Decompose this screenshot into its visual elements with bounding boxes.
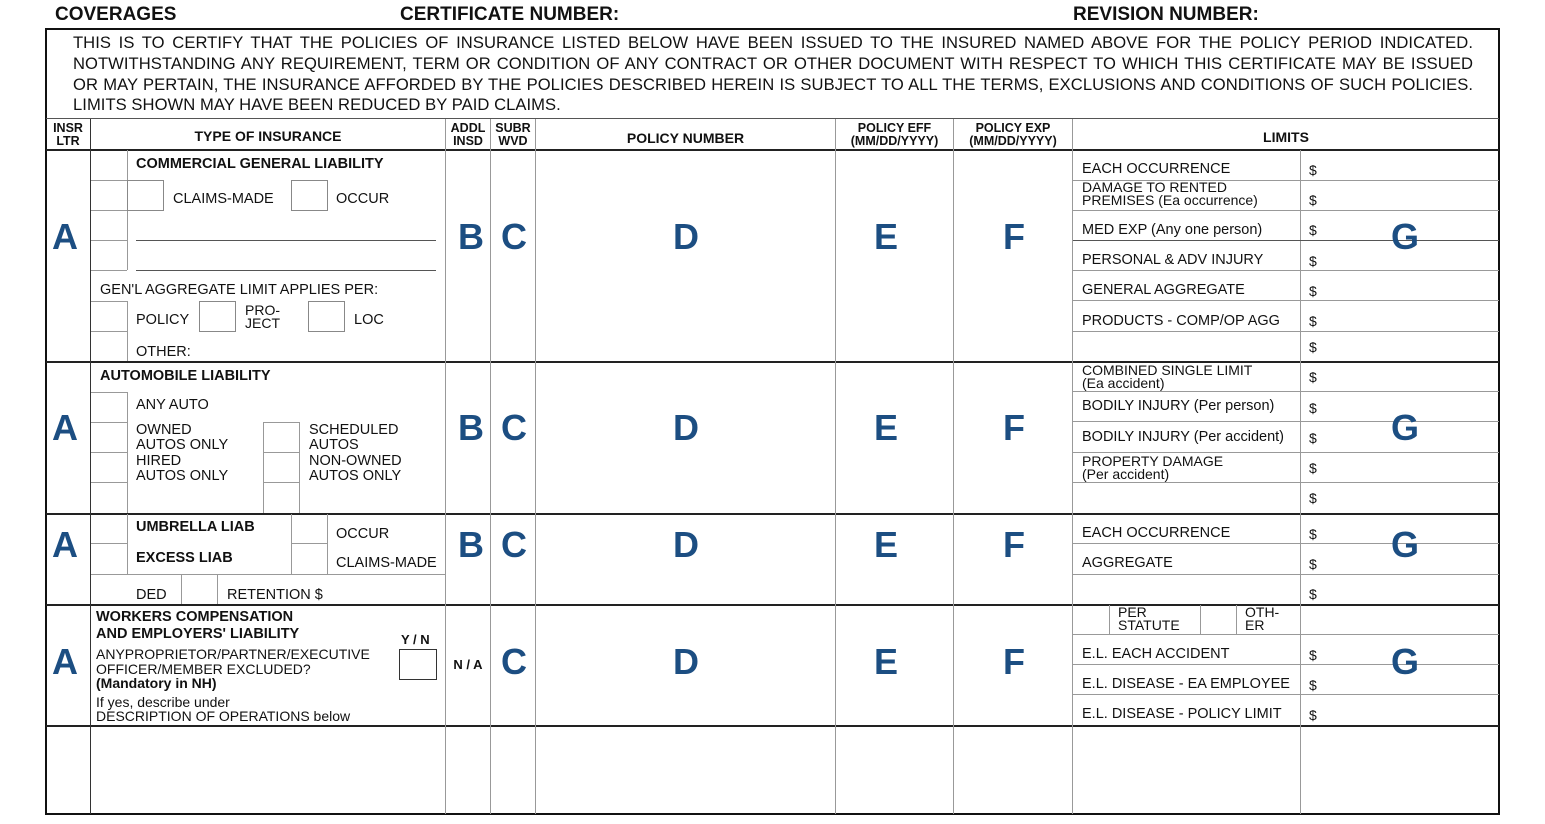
loc-checkbox[interactable] xyxy=(308,301,345,332)
cgl-title: COMMERCIAL GENERAL LIABILITY xyxy=(136,156,384,172)
limit-el-each-accident-label: E.L. EACH ACCIDENT xyxy=(1082,646,1230,662)
label-line: PER xyxy=(1118,604,1147,620)
label-line: AUTOS ONLY xyxy=(309,468,402,484)
limit-value[interactable]: $ xyxy=(1309,283,1317,299)
label-line: NON-OWNED xyxy=(309,453,402,469)
marker-addl-insd: B xyxy=(458,216,484,257)
label-line: OTH- xyxy=(1245,604,1280,620)
label-line: (Per accident) xyxy=(1082,466,1170,482)
blank-policy-number-field[interactable] xyxy=(536,727,835,813)
divider xyxy=(1073,574,1499,575)
excess-liab-label: EXCESS LIAB xyxy=(136,550,233,566)
col-label: (MM/DD/YYYY) xyxy=(850,134,939,148)
occur-checkbox[interactable] xyxy=(291,180,328,211)
limit-value[interactable]: $ xyxy=(1309,192,1317,208)
blank-line xyxy=(136,240,436,241)
marker-policy-eff: E xyxy=(873,407,898,448)
marker-policy-number: D xyxy=(673,216,699,257)
marker-insr-ltr: A xyxy=(52,216,78,257)
col-label: SUBR xyxy=(495,121,531,135)
divider xyxy=(1072,119,1073,814)
limit-products-label: PRODUCTS - COMP/OP AGG xyxy=(1082,313,1280,329)
label-line: STATUTE xyxy=(1118,617,1180,633)
workers-comp-title xyxy=(96,609,299,643)
divider xyxy=(46,149,1499,151)
divider xyxy=(1073,482,1499,483)
marker-policy-number: D xyxy=(673,641,699,682)
marker-policy-exp: F xyxy=(1003,641,1025,682)
marker-limits: G xyxy=(1390,641,1419,682)
col-label: ADDL xyxy=(450,121,486,135)
scheduled-autos-label xyxy=(309,423,398,453)
limit-value[interactable]: $ xyxy=(1309,369,1317,385)
hired-autos-checkbox[interactable] xyxy=(91,452,127,482)
limit-value[interactable]: $ xyxy=(1309,677,1317,693)
label-line: ANYPROPRIETOR/PARTNER/EXECUTIVE xyxy=(96,646,370,662)
divider xyxy=(91,240,127,241)
divider xyxy=(127,514,128,574)
label-line: DAMAGE TO RENTED xyxy=(1082,179,1227,195)
label-line: JECT xyxy=(245,315,280,331)
marker-policy-eff: E xyxy=(873,524,898,565)
limit-combined-single-label xyxy=(1082,364,1252,390)
divider xyxy=(46,361,1499,363)
limit-general-aggregate-label: GENERAL AGGREGATE xyxy=(1082,282,1245,298)
limit-value[interactable]: $ xyxy=(1309,647,1317,663)
umbrella-claims-made-checkbox[interactable] xyxy=(291,543,327,574)
retention-label: RETENTION $ xyxy=(227,587,323,603)
label-line: SCHEDULED xyxy=(309,422,399,438)
marker-limits: G xyxy=(1390,407,1419,448)
divider xyxy=(91,482,127,483)
limit-value[interactable]: $ xyxy=(1309,313,1317,329)
certification-text: THIS IS TO CERTIFY THAT THE POLICIES OF INSURANCE LISTED BELOW HAVE BEEN ISSUED TO THE INSURED NAMED ABOVE FOR THE POLICY PERIOD INDICATED. NOTWITHSTANDING ANY REQUIREMENT, TERM OR CONDITION OF ANY CONTRACT OR OTHER DOCUMENT WITH RESPECT TO WHICH THIS CERTIFICATE MAY BE ISSUED OR MAY PERTAIN, THE INSURANCE AFFORDED BY THE POLICIES DESCRIBED HEREIN IS SUBJECT TO ALL THE TERMS, EXCLUSIONS AND CONDITIONS OF SUCH POLICIES. LIMITS SHOWN MAY HAVE BEEN REDUCED BY PAID CLAIMS. xyxy=(73,33,1473,115)
marker-policy-eff: E xyxy=(873,216,898,257)
label-line: DESCRIPTION OF OPERATIONS below xyxy=(96,708,351,724)
limit-damage-rented-label xyxy=(1082,181,1258,207)
label-line: AUTOS ONLY xyxy=(136,468,229,484)
limit-value[interactable]: $ xyxy=(1309,339,1317,355)
divider xyxy=(1073,421,1499,422)
divider xyxy=(1073,634,1499,635)
any-auto-checkbox[interactable] xyxy=(91,392,127,422)
marker-policy-eff: E xyxy=(873,641,898,682)
marker-subr-wvd: C xyxy=(501,407,527,448)
loc-label: LOC xyxy=(354,312,384,328)
other-checkbox[interactable] xyxy=(1200,605,1236,634)
marker-addl-insd: B xyxy=(458,407,484,448)
blank-line xyxy=(136,270,436,271)
marker-policy-exp: F xyxy=(1003,524,1025,565)
hired-autos-label xyxy=(136,454,228,484)
marker-insr-ltr: A xyxy=(52,524,78,565)
marker-policy-exp: F xyxy=(1003,216,1025,257)
divider xyxy=(127,301,128,361)
other-wc-label xyxy=(1245,606,1279,632)
col-addl-insd xyxy=(446,122,490,148)
per-statute-checkbox[interactable] xyxy=(1073,605,1109,634)
divider xyxy=(445,119,446,814)
divider xyxy=(1073,331,1499,332)
marker-subr-wvd: C xyxy=(501,524,527,565)
col-label: POLICY EFF xyxy=(857,121,932,135)
col-type-of-insurance: TYPE OF INSURANCE xyxy=(194,128,342,144)
marker-subr-wvd: C xyxy=(501,216,527,257)
limit-umbrella-each-occurrence-label: EACH OCCURRENCE xyxy=(1082,525,1231,541)
marker-subr-wvd: C xyxy=(501,641,527,682)
if-yes-note xyxy=(96,695,350,723)
divider xyxy=(91,331,127,332)
label-line: (Ea accident) xyxy=(1082,375,1165,391)
scheduled-autos-checkbox[interactable] xyxy=(263,422,299,452)
label-line: PROPERTY DAMAGE xyxy=(1082,453,1224,469)
ded-label: DED xyxy=(136,587,167,603)
marker-insr-ltr: A xyxy=(52,641,78,682)
col-label: (MM/DD/YYYY) xyxy=(969,134,1057,148)
marker-policy-exp: F xyxy=(1003,407,1025,448)
divider xyxy=(46,604,1499,606)
limit-bodily-accident-label: BODILY INJURY (Per accident) xyxy=(1082,429,1285,445)
divider xyxy=(1073,664,1499,665)
col-insr-ltr xyxy=(46,122,90,148)
limit-med-exp-label: MED EXP (Any one person) xyxy=(1082,222,1263,238)
limit-value[interactable]: $ xyxy=(1309,490,1317,506)
label-line: PRO- xyxy=(245,302,280,318)
umbrella-liab-checkbox[interactable] xyxy=(91,514,127,543)
addl-insd-not-applicable: N / A xyxy=(453,657,483,672)
limit-value[interactable]: $ xyxy=(1309,253,1317,269)
limit-each-occurrence-label: EACH OCCURRENCE xyxy=(1082,161,1231,177)
auto-title: AUTOMOBILE LIABILITY xyxy=(100,368,271,384)
umbrella-liab-label: UMBRELLA LIAB xyxy=(136,519,255,535)
excess-liab-checkbox[interactable] xyxy=(91,543,127,574)
divider xyxy=(1073,694,1499,695)
marker-policy-number: D xyxy=(673,524,699,565)
limit-el-disease-employee-label: E.L. DISEASE - EA EMPLOYEE xyxy=(1082,676,1290,692)
col-policy-number: POLICY NUMBER xyxy=(626,130,745,146)
marker-addl-insd: B xyxy=(458,524,484,565)
non-owned-autos-label xyxy=(309,454,402,484)
divider xyxy=(127,392,128,513)
divider xyxy=(1109,605,1110,634)
owned-autos-checkbox[interactable] xyxy=(91,422,127,452)
any-auto-label: ANY AUTO xyxy=(136,397,209,413)
limit-bodily-person-label: BODILY INJURY (Per person) xyxy=(1082,398,1275,414)
label-line: HIRED xyxy=(136,453,182,469)
blank-coverage-type-field[interactable] xyxy=(91,727,445,813)
label-line: WORKERS COMPENSATION xyxy=(96,609,294,625)
col-subr-wvd xyxy=(491,122,535,148)
divider xyxy=(535,119,536,814)
revision-number-label: REVISION NUMBER: xyxy=(1073,4,1259,25)
col-policy-eff xyxy=(836,122,953,148)
limit-value[interactable]: $ xyxy=(1309,460,1317,476)
label-line: AUTOS ONLY xyxy=(136,437,229,453)
col-label: POLICY EXP xyxy=(975,121,1051,135)
col-label: LTR xyxy=(56,134,80,148)
label-line: AND EMPLOYERS' LIABILITY xyxy=(96,626,300,642)
aggregate-applies-label: GEN'L AGGREGATE LIMIT APPLIES PER: xyxy=(100,282,379,298)
policy-label: POLICY xyxy=(136,312,190,328)
divider xyxy=(327,514,328,574)
non-owned-autos-checkbox[interactable] xyxy=(263,452,299,482)
divider xyxy=(1073,300,1499,301)
occur-label: OCCUR xyxy=(336,191,390,207)
divider xyxy=(46,118,1499,119)
divider xyxy=(1073,543,1499,544)
col-policy-exp xyxy=(954,122,1072,148)
divider xyxy=(299,422,300,513)
claims-made-label: CLAIMS-MADE xyxy=(173,191,274,207)
label-line: ER xyxy=(1245,617,1265,633)
umbrella-occur-label: OCCUR xyxy=(336,526,390,542)
limit-value[interactable]: $ xyxy=(1309,430,1317,446)
divider xyxy=(1073,391,1499,392)
marker-limits: G xyxy=(1390,216,1419,257)
retention-checkbox[interactable] xyxy=(181,574,217,604)
divider xyxy=(1073,210,1499,211)
limit-value[interactable]: $ xyxy=(1309,222,1317,238)
limit-value[interactable]: $ xyxy=(1309,586,1317,602)
coverages-heading: COVERAGES xyxy=(55,4,177,25)
owned-autos-label xyxy=(136,423,228,453)
project-label xyxy=(245,304,280,330)
divider xyxy=(217,574,218,604)
limit-personal-adv-label: PERSONAL & ADV INJURY xyxy=(1082,252,1264,268)
divider xyxy=(1236,605,1237,634)
marker-policy-number: D xyxy=(673,407,699,448)
col-label: WVD xyxy=(498,134,528,148)
divider xyxy=(46,513,1499,515)
claims-made-checkbox[interactable] xyxy=(127,180,164,211)
label-line: AUTOS xyxy=(309,437,359,453)
project-checkbox[interactable] xyxy=(199,301,236,332)
certificate-number-label: CERTIFICATE NUMBER: xyxy=(400,4,620,25)
yn-label: Y / N xyxy=(401,632,430,647)
divider xyxy=(953,119,954,814)
divider xyxy=(1073,270,1499,271)
umbrella-occur-checkbox[interactable] xyxy=(291,514,327,543)
col-label: INSR xyxy=(53,121,83,135)
col-label: INSD xyxy=(453,134,483,148)
label-line: COMBINED SINGLE LIMIT xyxy=(1082,362,1253,378)
divider xyxy=(1073,240,1499,241)
label-line: OFFICER/MEMBER EXCLUDED? xyxy=(96,660,311,677)
limit-umbrella-aggregate-label: AGGREGATE xyxy=(1082,555,1173,571)
marker-insr-ltr: A xyxy=(52,407,78,448)
divider xyxy=(91,210,127,211)
marker-limits: G xyxy=(1390,524,1419,565)
mandatory-nh-label: (Mandatory in NH) xyxy=(96,675,217,691)
divider xyxy=(91,574,445,575)
divider xyxy=(91,180,127,181)
limit-el-disease-policy-label: E.L. DISEASE - POLICY LIMIT xyxy=(1082,706,1282,722)
divider xyxy=(91,301,127,302)
proprietor-excluded-yn-field[interactable] xyxy=(399,649,437,680)
proprietor-question xyxy=(96,647,370,676)
limit-value[interactable]: $ xyxy=(1309,556,1317,572)
per-statute-label xyxy=(1118,606,1180,632)
label-line: OWNED xyxy=(136,422,192,438)
label-line: PREMISES (Ea occurrence) xyxy=(1082,192,1258,208)
limit-property-damage-label xyxy=(1082,455,1223,481)
divider xyxy=(263,482,299,483)
divider xyxy=(835,119,836,814)
limit-value[interactable]: $ xyxy=(1309,707,1317,723)
limit-value[interactable]: $ xyxy=(1309,162,1317,178)
divider xyxy=(91,270,127,271)
ded-checkbox[interactable] xyxy=(91,574,127,604)
label-line: If yes, describe under xyxy=(96,694,230,710)
col-limits: LIMITS xyxy=(1263,129,1309,145)
limit-value[interactable]: $ xyxy=(1309,526,1317,542)
limit-value[interactable]: $ xyxy=(1309,400,1317,416)
other-label: OTHER: xyxy=(136,344,191,360)
umbrella-claims-made-label: CLAIMS-MADE xyxy=(336,555,437,571)
